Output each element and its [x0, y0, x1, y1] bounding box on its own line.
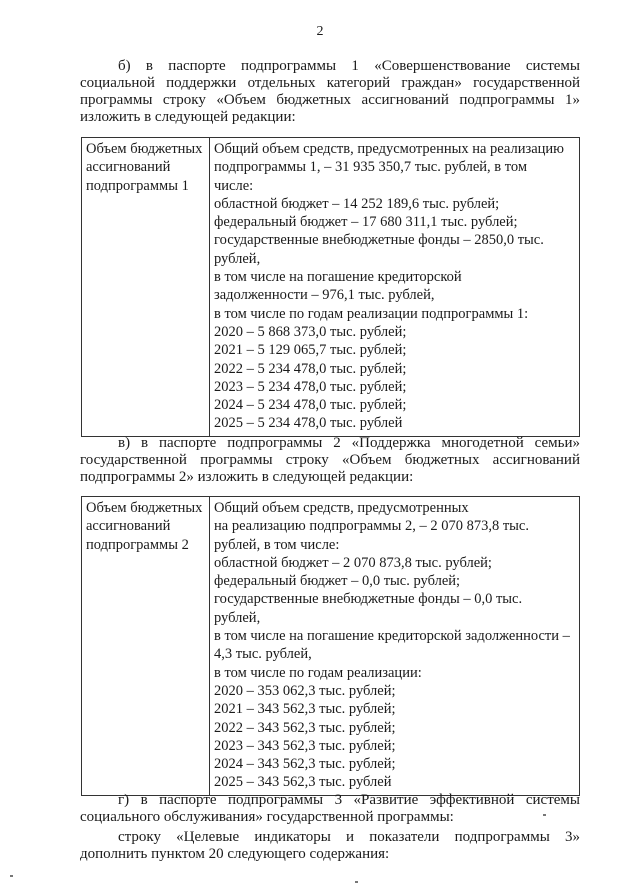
label-line: подпрограммы 2 — [86, 536, 189, 553]
paragraph-b — [80, 58, 580, 126]
table-content-cell — [210, 138, 580, 437]
paragraph-g — [80, 792, 580, 826]
table-label-cell — [82, 138, 210, 437]
content-line: областной бюджет – 2 070 873,8 тыс. рублей; — [214, 554, 492, 571]
paragraph-line: государственной программы строку «Объем бюджетных ассигнований — [80, 452, 580, 468]
paragraph-line: в) в паспорте подпрограммы 2 «Поддержка многодетной семьи» — [118, 435, 580, 451]
budget-table-subprogram-2 — [81, 496, 580, 796]
label-line: Объем бюджетных — [86, 141, 203, 157]
content-line: Общий объем средств, предусмотренных — [214, 500, 469, 516]
content-line: 2021 – 5 129 065,7 тыс. рублей; — [214, 342, 407, 359]
content-line: 2020 – 5 868 373,0 тыс. рублей; — [214, 323, 407, 340]
content-line: в том числе по годам реализации подпрограммы 1: — [214, 305, 529, 322]
content-line: 2022 – 343 562,3 тыс. рублей; — [214, 719, 396, 736]
paragraph-g-continued — [80, 829, 580, 863]
paragraph-line: подпрограммы 2» изложить в следующей редакции: — [80, 469, 414, 485]
label-line: ассигнований — [86, 159, 171, 176]
label-line: ассигнований — [86, 518, 171, 535]
content-line: федеральный бюджет – 17 680 311,1 тыс. рублей; — [214, 214, 518, 231]
content-line: федеральный бюджет – 0,0 тыс. рублей; — [214, 573, 461, 590]
label-line: Объем бюджетных — [86, 500, 203, 516]
content-line: рублей, в том числе: — [214, 536, 340, 553]
scan-speck — [355, 881, 358, 883]
paragraph-line: г) в паспорте подпрограммы 3 «Развитие эффективной системы — [118, 792, 580, 808]
content-line: задолженности – 976,1 тыс. рублей, — [214, 287, 435, 304]
content-line: в том числе по годам реализации: — [214, 664, 422, 681]
table-label-cell — [82, 497, 210, 796]
content-line: подпрограммы 1, – 31 935 350,7 тыс. рублей, в том — [214, 159, 528, 176]
content-line: 2022 – 5 234 478,0 тыс. рублей; — [214, 360, 407, 377]
content-line: числе: — [214, 177, 254, 194]
paragraph-line: социального обслуживания» государственной программы: — [80, 809, 454, 825]
content-line: 2021 – 343 562,3 тыс. рублей; — [214, 701, 396, 718]
content-line: 2024 – 5 234 478,0 тыс. рублей; — [214, 397, 407, 414]
paragraph-line: изложить в следующей редакции: — [80, 109, 296, 125]
content-line: 2020 – 353 062,3 тыс. рублей; — [214, 682, 396, 699]
content-line: 2024 – 343 562,3 тыс. рублей; — [214, 756, 396, 773]
content-line: 2025 – 343 562,3 тыс. рублей — [214, 774, 392, 791]
paragraph-line: социальной поддержки отдельных категорий граждан» государственной — [80, 75, 580, 91]
paragraph-line: программы строку «Объем бюджетных ассигнований подпрограммы 1» — [80, 92, 580, 108]
page-number: 2 — [316, 24, 324, 39]
paragraph-line: строку «Целевые индикаторы и показатели подпрограммы 3» — [118, 829, 580, 845]
content-line: 2023 – 5 234 478,0 тыс. рублей; — [214, 378, 407, 395]
content-line: 4,3 тыс. рублей, — [214, 646, 312, 663]
table-content-cell — [210, 497, 580, 796]
budget-table-subprogram-1 — [81, 137, 580, 437]
scan-speck — [543, 814, 546, 816]
scan-speck — [10, 875, 13, 877]
content-line: рублей, — [214, 609, 261, 626]
paragraph-line: б) в паспорте подпрограммы 1 «Совершенствование системы — [118, 58, 580, 74]
content-line: в том числе на погашение кредиторской задолженности – — [214, 628, 570, 645]
content-line: в том числе на погашение кредиторской — [214, 269, 462, 286]
content-line: 2025 – 5 234 478,0 тыс. рублей — [214, 415, 403, 432]
label-line: подпрограммы 1 — [86, 177, 189, 194]
content-line: Общий объем средств, предусмотренных на реализацию — [214, 141, 564, 157]
paragraph-v — [80, 435, 580, 486]
content-line: государственные внебюджетные фонды – 2850,0 тыс. — [214, 232, 544, 249]
content-line: рублей, — [214, 250, 261, 267]
content-line: 2023 – 343 562,3 тыс. рублей; — [214, 737, 396, 754]
content-line: на реализацию подпрограммы 2, – 2 070 873,8 тыс. — [214, 518, 529, 535]
content-line: областной бюджет – 14 252 189,6 тыс. рублей; — [214, 195, 500, 212]
paragraph-line: дополнить пунктом 20 следующего содержания: — [80, 846, 390, 862]
content-line: государственные внебюджетные фонды – 0,0 тыс. — [214, 591, 523, 608]
